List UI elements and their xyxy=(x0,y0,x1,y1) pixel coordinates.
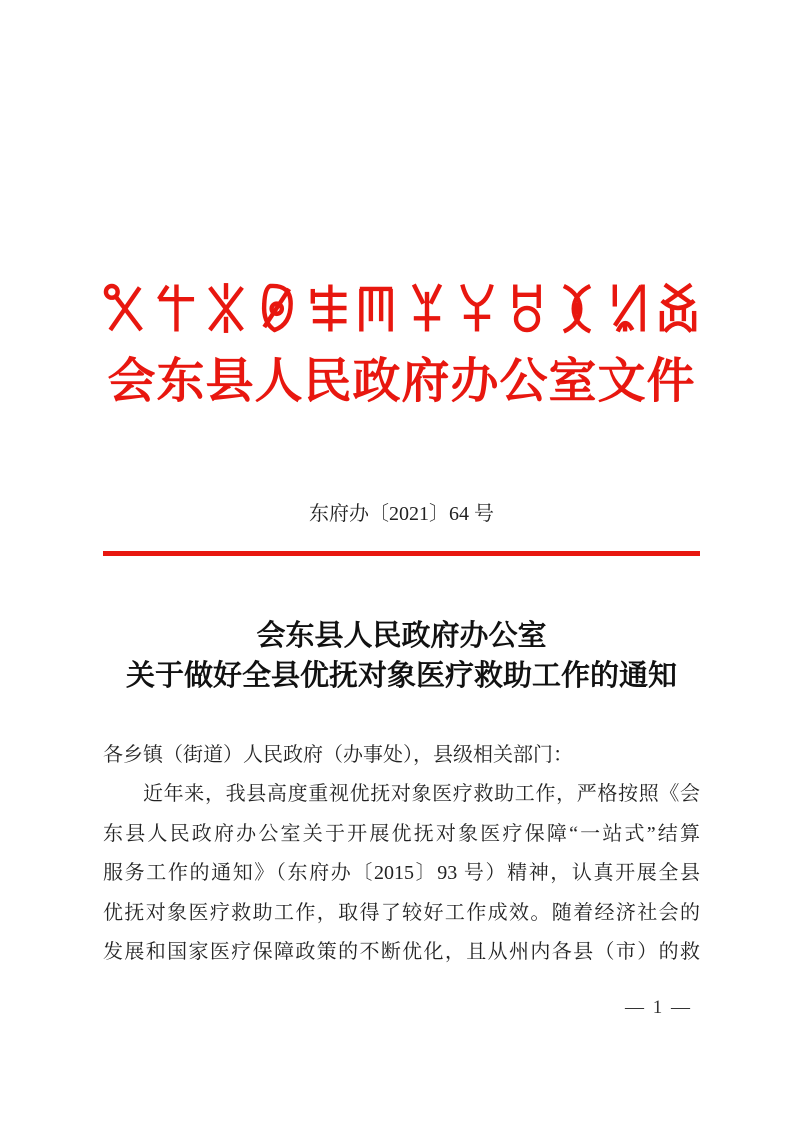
yi-script-banner xyxy=(103,273,700,343)
yi-glyph xyxy=(153,273,197,343)
body-line: 发展和国家医疗保障政策的不断优化，且从州内各县（市）的救 xyxy=(103,941,700,963)
salutation-line: 各乡镇（街道）人民政府（办事处），县级相关部门： xyxy=(103,744,573,766)
yi-glyph xyxy=(103,273,147,343)
yi-glyph xyxy=(405,273,449,343)
masthead-org-title: 会东县人民政府办公室文件 xyxy=(107,355,696,408)
yi-glyph xyxy=(304,273,348,343)
yi-glyph xyxy=(254,273,298,343)
yi-glyph xyxy=(354,273,398,343)
yi-glyph xyxy=(555,273,599,343)
body-line: 服务工作的通知》（东府办〔2015〕93 号）精神，认真开展全县 xyxy=(103,862,700,884)
body-line: 优抚对象医疗救助工作，取得了较好工作成效。随着经济社会的 xyxy=(103,901,700,924)
yi-glyph xyxy=(606,273,650,343)
yi-glyph xyxy=(204,273,248,343)
yi-glyph xyxy=(505,273,549,343)
body-line: 近年来，我县高度重视优抚对象医疗救助工作，严格按照《会 xyxy=(143,783,700,805)
doc-title-line2: 关于做好全县优抚对象医疗救助工作的通知 xyxy=(125,660,677,692)
yi-glyph xyxy=(656,273,700,343)
page-number: — 1 — xyxy=(625,996,692,1018)
doc-title-line1: 会东县人民政府办公室 xyxy=(256,620,547,652)
doc-number: 东府办〔2021〕64 号 xyxy=(309,503,494,525)
yi-glyph xyxy=(455,273,499,343)
red-divider-rule xyxy=(103,551,700,556)
doc-title xyxy=(103,616,700,696)
body-line: 东县人民政府办公室关于开展优抚对象医疗保障“一站式”结算 xyxy=(103,822,700,845)
